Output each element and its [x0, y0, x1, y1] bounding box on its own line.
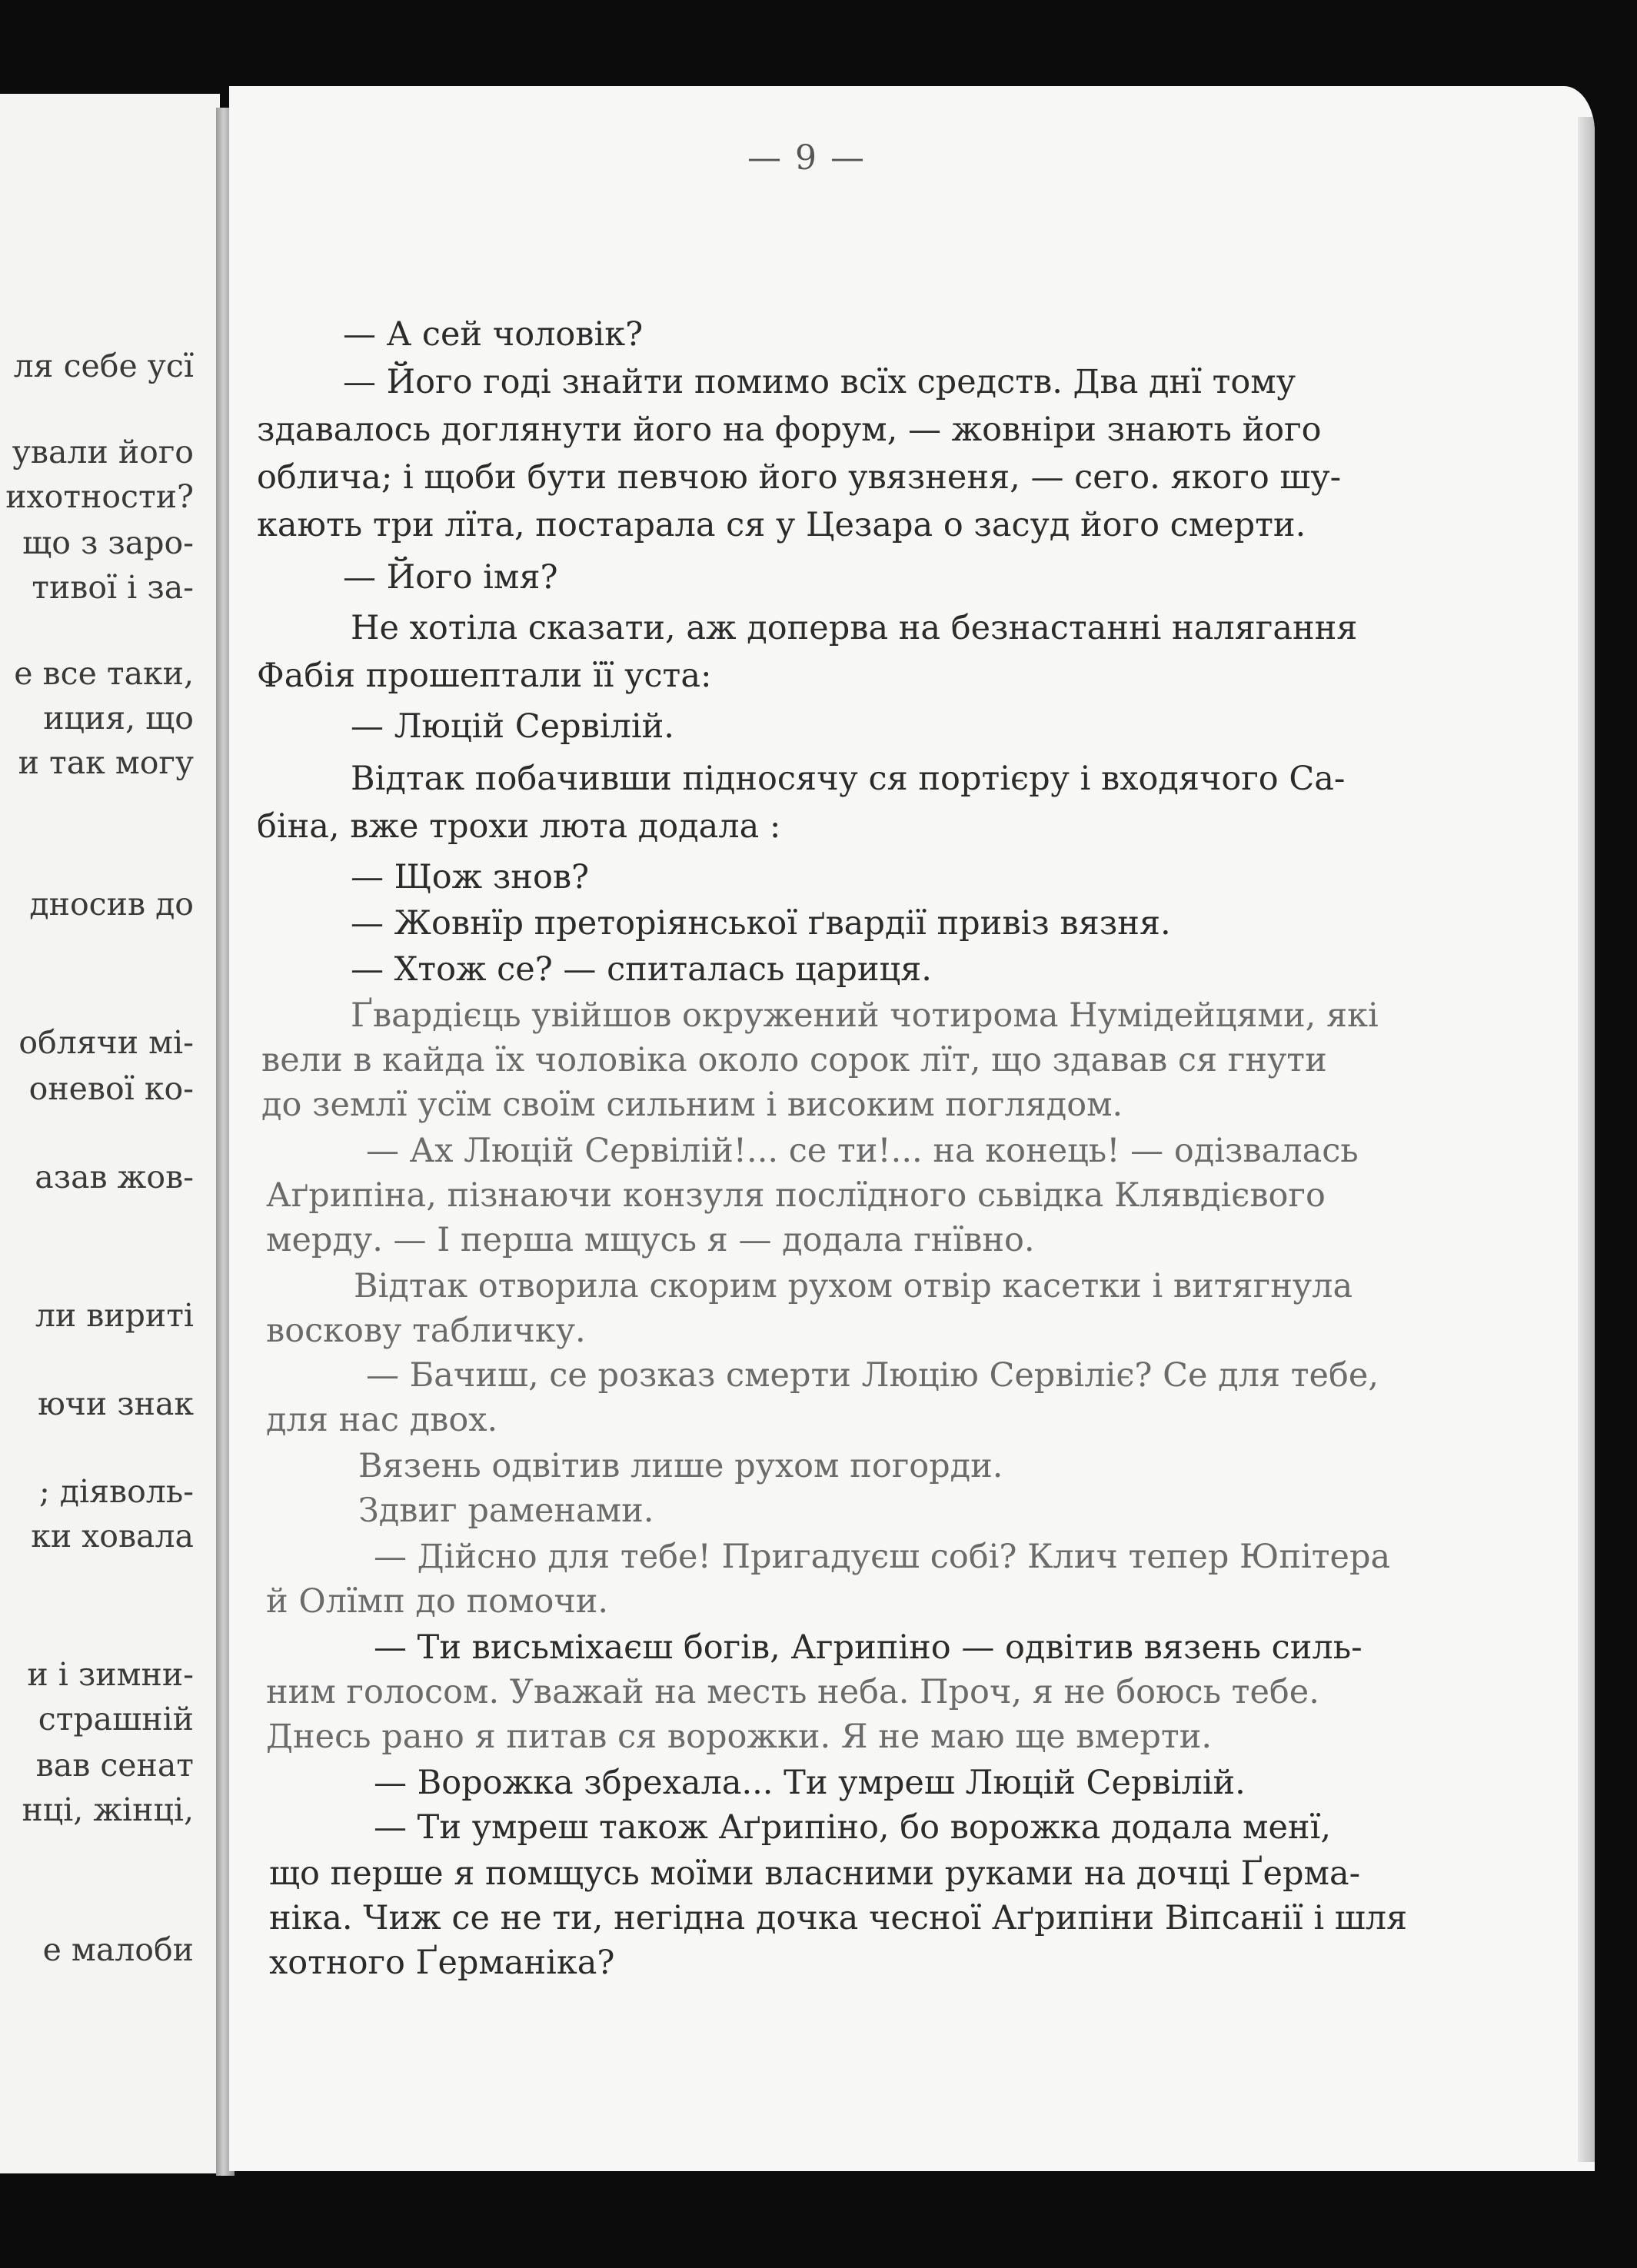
text-line: Здвиг раменами.	[358, 1491, 654, 1530]
text-line: Не хотіла сказати, аж доперва на безнастанні налягання	[351, 609, 1358, 647]
text-line: хотного Ґерманіка?	[269, 1944, 615, 1982]
text-line: що перше я помщусь моїми власними руками на дочці Ґерма-	[269, 1854, 1361, 1893]
left-page-line: ували його	[12, 434, 194, 471]
text-line: — Ах Люцій Сервілій!... се ти!... на конець! — одізвалась	[366, 1132, 1359, 1170]
text-line: вели в кайда їх чоловіка около сорок лїт, що здавав ся гнути	[261, 1041, 1327, 1079]
text-line: — Ворожка збрехала... Ти умреш Люцій Сервілій.	[374, 1764, 1246, 1802]
page-number: — 9 —	[747, 138, 866, 178]
left-page-line: ючи знак	[38, 1385, 194, 1422]
text-line: здавалось доглянути його на форум, — жовніри знають його	[257, 411, 1322, 449]
text-line: — Дійсно для тебе! Пригадуєш собі? Клич тепер Юпітера	[374, 1538, 1391, 1576]
text-line: Вязень одвітив лише рухом погорди.	[358, 1447, 1003, 1485]
left-page-line: облячи мі-	[18, 1024, 194, 1061]
text-line: біна, вже трохи люта додала :	[257, 807, 781, 846]
text-line: — Хтож се? — спиталась цариця.	[351, 950, 932, 989]
text-line: воскову табличку.	[266, 1312, 586, 1350]
text-line: — Жовнїр преторіянської ґвардії привіз вязня.	[351, 904, 1171, 943]
page-edge	[1578, 117, 1595, 2162]
text-line: — Щож знов?	[351, 858, 590, 896]
left-page-line: ; діяволь-	[38, 1473, 194, 1510]
text-line: кають три лїта, постарала ся у Цезара о засуд його смерти.	[257, 506, 1306, 544]
text-line: Ґвардієць увійшов окружений чотирома Нумідейцями, які	[351, 996, 1379, 1035]
left-page-line: страшній	[38, 1701, 194, 1738]
text-line: мерду. — І перша мщусь я — додала гнївно.	[266, 1221, 1035, 1259]
left-page	[0, 94, 220, 2173]
left-page-line: азав жов-	[35, 1159, 194, 1196]
text-line: для нас двох.	[266, 1401, 498, 1439]
left-page-line: е малоби	[42, 1931, 194, 1968]
text-line: до землї усїм своїм сильним і високим поглядом.	[261, 1086, 1123, 1124]
text-line: — Люцій Сервілій.	[351, 707, 674, 746]
left-page-line: нці, жінці,	[22, 1791, 194, 1828]
text-line: облича; і щоби бути певчою його увязненя, — сего. якого шу-	[257, 458, 1342, 497]
text-line: ніка. Чиж се не ти, негідна дочка чесної Аґрипіни Віпсанії і шля	[269, 1899, 1408, 1937]
text-line: ним голосом. Уважай на месть неба. Проч, я не боюсь тебе.	[266, 1673, 1319, 1711]
text-line: — Його імя?	[343, 558, 558, 597]
left-page-line: тивої і за-	[32, 569, 194, 606]
text-line: Аґрипіна, пізнаючи конзуля послїдного сьвідка Клявдієвого	[266, 1176, 1326, 1215]
text-line: — Ти висьміхаєш богів, Агрипіно — одвітив вязень силь-	[374, 1628, 1363, 1667]
left-page-line: ки ховала	[31, 1518, 194, 1555]
text-line: й Олїмп до помочи.	[266, 1582, 609, 1621]
left-page-line: и так могу	[18, 744, 194, 781]
text-line: — А сей чоловік?	[343, 315, 644, 354]
text-line: — Ти умреш також Аґрипіно, бо ворожка додала менї,	[374, 1808, 1332, 1847]
left-page-line: иция, що	[43, 700, 194, 737]
left-page-line: вав сенат	[35, 1747, 194, 1784]
left-page-line: дносив до	[29, 886, 194, 923]
left-page-line: и і зимни-	[27, 1656, 194, 1693]
text-line: — Бачиш, се розказ смерти Люцію Сервіліє? Се для тебе,	[366, 1356, 1379, 1395]
text-line: Відтак отворила скорим рухом отвір касетки і витягнула	[354, 1267, 1353, 1305]
text-line: — Його годі знайти помимо всїх средств. Два днї тому	[343, 363, 1296, 401]
text-line: Днесь рано я питав ся ворожки. Я не маю ще вмерти.	[266, 1718, 1213, 1756]
left-page-line: е все таки,	[14, 655, 194, 692]
left-page-line: ля себе усї	[13, 348, 194, 384]
text-line: Фабія прошептали її уста:	[257, 657, 712, 695]
left-page-line: ли вириті	[35, 1297, 194, 1334]
left-page-line: що з заро-	[22, 524, 194, 561]
left-page-line: ихотности?	[5, 478, 194, 515]
text-line: Відтак побачивши підносячу ся портієру і входячого Са-	[351, 760, 1346, 798]
left-page-line: оневої ко-	[28, 1070, 194, 1107]
